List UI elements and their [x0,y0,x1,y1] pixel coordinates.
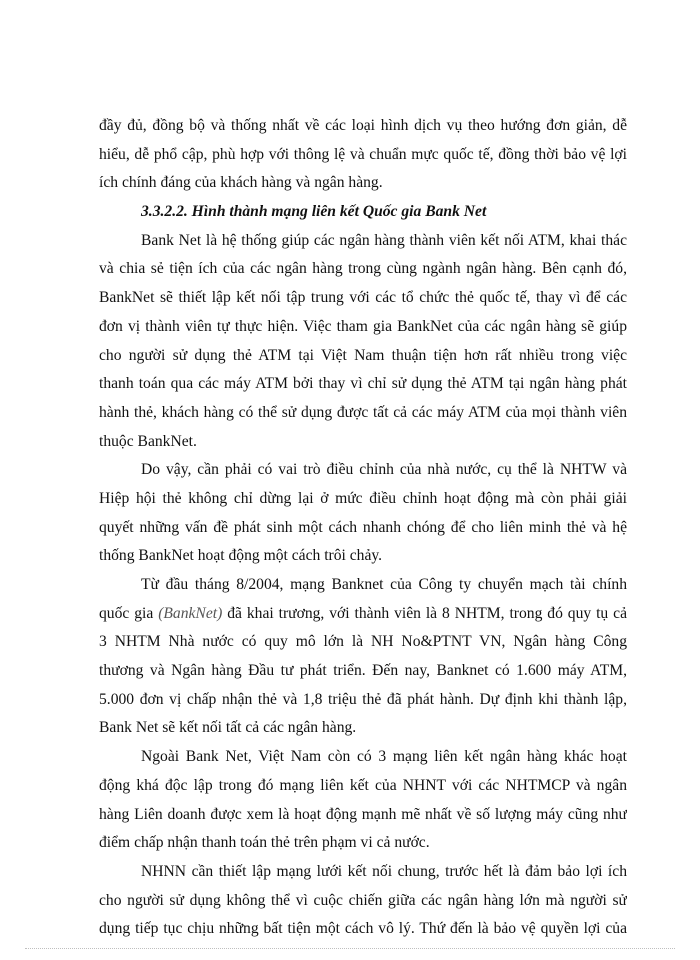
text-line: cho người sử dụng không thể vì cuộc chiến giữa các ngân hàng lớn mà người sử [99,891,627,909]
text-line: hiểu, dễ phổ cập, phù hợp với thông lệ và chuẩn mực quốc tế, đồng thời bảo vệ lợi [99,145,627,163]
paragraph-other-networks [99,743,627,858]
paragraph-regulation [99,456,627,571]
banknet-abbrev: (BankNet) [158,604,223,622]
text-line: Từ đầu tháng 8/2004, mạng Banknet của Công ty chuyển mạch tài chính [141,576,627,593]
text-line: động khá độc lập trong đó mạng liên kết của NHNT với các NHTMCP và ngân [99,776,627,794]
text-line: 5.000 đơn vị chấp nhận thẻ và 1,8 triệu thẻ đã phát hành. Dự định khi thành lập, [99,690,627,708]
text-line: quyết những vấn đề phát sinh một cách nhanh chóng để cho liên minh thẻ và hệ [99,518,627,536]
paragraph-intro [99,112,627,198]
text-line: Ngoài Bank Net, Việt Nam còn có 3 mạng liên kết ngân hàng khác hoạt [141,748,627,766]
text-line: cho người sử dụng thẻ ATM tại Việt Nam thuận tiện hơn rất nhiều trong việc [99,346,627,364]
text-line: thương và Ngân hàng Đầu tư phát triển. Đến nay, Banknet có 1.600 máy ATM, [99,662,627,680]
text-line: Bank Net là hệ thống giúp các ngân hàng thành viên kết nối ATM, khai thác [141,231,627,249]
paragraph-nhnn [99,858,627,944]
text-line: thanh toán qua các máy ATM bởi thay vì chỉ sử dụng thẻ ATM tại ngân hàng phát [99,375,627,393]
section-heading: 3.3.2.2. Hình thành mạng liên kết Quốc gia Bank Net [141,203,487,221]
text-line: thống BankNet hoạt động một cách trôi chảy. [99,547,383,565]
text-line: thuộc BankNet. [99,432,197,450]
text-line: dụng tiếp tục chịu những bất tiện một cách vô lý. Thứ đến là bảo vệ quyền lợi của [99,920,627,938]
text-line [99,600,627,629]
text-line: đơn vị thành viên tự thực hiện. Việc tham gia BankNet của các ngân hàng sẽ giúp [99,317,627,335]
text-line: Do vậy, cần phải có vai trò điều chỉnh của nhà nước, cụ thể là NHTW và [141,461,627,479]
document-body [99,112,627,944]
text-line: BankNet sẽ thiết lập kết nối tập trung với các tổ chức thẻ quốc tế, thay vì để các [99,289,627,307]
page-bottom-rule [25,948,675,949]
paragraph-launch [99,571,627,743]
text-line: hàng Liên doanh được xem là hoạt động mạnh mẽ nhất về số lượng máy cũng như [99,805,627,823]
text-line: ích chính đáng của khách hàng và ngân hàng. [99,174,383,192]
text-line: đầy đủ, đồng bộ và thống nhất về các loại hình dịch vụ theo hướng đơn giản, dễ [99,117,627,134]
text-line: Hiệp hội thẻ không chỉ dừng lại ở mức điều chỉnh hoạt động mà còn phải giải [99,489,627,507]
text-line: NHNN cần thiết lập mạng lưới kết nối chung, trước hết là đảm bảo lợi ích [141,862,627,880]
text-line: điểm chấp nhận thanh toán thẻ trên phạm vi cả nước. [99,834,430,852]
text-line: 3 NHTM Nhà nước có quy mô lớn là NH No&PTNT VN, Ngân hàng Công [99,633,627,651]
paragraph-banknet [99,227,627,457]
text-line: Bank Net sẽ kết nối tất cả các ngân hàng. [99,719,357,737]
text-line: và chia sẻ tiện ích của các ngân hàng trong cùng ngành ngân hàng. Bên cạnh đó, [99,260,627,278]
text-run: đã khai trương, với thành viên là 8 NHTM, trong đó quy tụ cả [222,604,627,622]
text-line: hành thẻ, khách hàng có thể sử dụng được tất cả các máy ATM của mọi thành viên [99,403,627,421]
text-run: quốc gia [99,604,159,622]
